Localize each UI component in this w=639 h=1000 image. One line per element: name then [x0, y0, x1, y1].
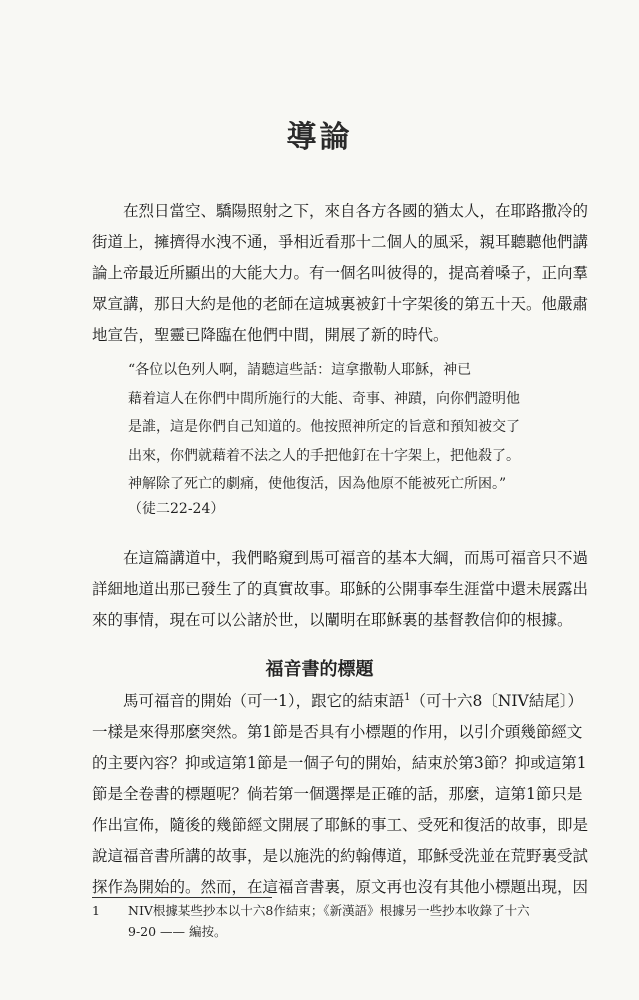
- text-line: 論上帝最近所顯出的大能大力。有一個名叫彼得的，提高着嗓子，正向羣: [92, 264, 589, 282]
- footnote-text: NIV根據某些抄本以十六8作結束；《新漢語》根據另一些抄本收錄了十六: [128, 903, 530, 918]
- text-line: 來的事情，現在可以公諸於世，以闡明在耶穌裏的基督教信仰的根據。: [92, 611, 573, 629]
- footnote: [92, 900, 582, 942]
- text-line: 詳細地道出那已發生了的真實故事。耶穌的公開事奉生涯當中還未展露出: [92, 580, 589, 598]
- text-run: 馬可福音的開始（可一1），跟它的結束語: [92, 692, 405, 711]
- footnote-number: 1: [92, 903, 100, 918]
- footnote-divider: [92, 897, 272, 898]
- block-quote: [128, 356, 576, 499]
- quote-line: 出來，你們就藉着不法之人的手把他釘在十字架上，把他殺了。: [128, 447, 520, 464]
- text-line: 街道上，擁擠得水洩不通，爭相近看那十二個人的風采，親耳聽聽他們講: [92, 233, 589, 251]
- quote-line: “各位以色列人啊，請聽這些話：這拿撒勒人耶穌，神已: [128, 362, 472, 378]
- quote-line: 神解除了死亡的劇痛，使他復活，因為他原不能被死亡所困。”: [128, 476, 507, 492]
- section-heading: 福音書的標題: [265, 659, 374, 680]
- quote-line: 藉着這人在你們中間所施行的大能、奇事、神蹟，向你們證明他: [128, 390, 520, 407]
- quote-line: 是誰，這是你們自己知道的。他按照神所定的旨意和預知被交了: [128, 419, 520, 435]
- text-line: 探作為開始的。然而，在這福音書裏，原文再也沒有其他小標題出現，因: [92, 878, 589, 897]
- text-line: 地宣告，聖靈已降臨在他們中間，開展了新的時代。: [92, 326, 449, 344]
- footnote-text: 9-20 —— 編按。: [128, 924, 227, 939]
- text-line: 說這福音書所講的故事，是以施洗的約翰傳道，耶穌受洗並在荒野裏受試: [92, 847, 589, 866]
- intro-paragraph: [92, 196, 589, 351]
- text-run: （可十六8〔NIV結尾〕）: [410, 692, 583, 711]
- text-line: [92, 682, 582, 717]
- third-paragraph: [92, 682, 589, 903]
- text-line: 在烈日當空、驕陽照射之下，來自各方各國的猶太人，在耶路撒冷的: [92, 202, 589, 220]
- text-line: 一樣是來得那麼突然。第1節是否具有小標題的作用，以引介頭幾節經文: [92, 723, 583, 742]
- text-line: 節是全卷書的標題呢？倘若第一個選擇是正確的話，那麼，這第1節只是: [92, 785, 583, 804]
- text-line: 眾宣講，那日大約是他的老師在這城裏被釘十字架後的第五十天。他嚴肅: [92, 295, 589, 313]
- quote-reference: （徒二22-24）: [128, 501, 225, 517]
- text-line: 在這篇講道中，我們略窺到馬可福音的基本大綱，而馬可福音只不過: [92, 549, 589, 567]
- footnote-line: [92, 900, 582, 921]
- footnote-line: [92, 921, 582, 942]
- footnote-marker[interactable]: 1: [404, 692, 411, 703]
- second-paragraph: [92, 543, 589, 636]
- text-line: 作出宣佈，隨後的幾節經文開展了耶穌的事工、受死和復活的故事，即是: [92, 816, 589, 835]
- text-line: 的主要內容？抑或這第1節是一個子句的開始，結束於第3節？抑或這第1: [92, 754, 587, 773]
- chapter-title: 導論: [286, 120, 353, 155]
